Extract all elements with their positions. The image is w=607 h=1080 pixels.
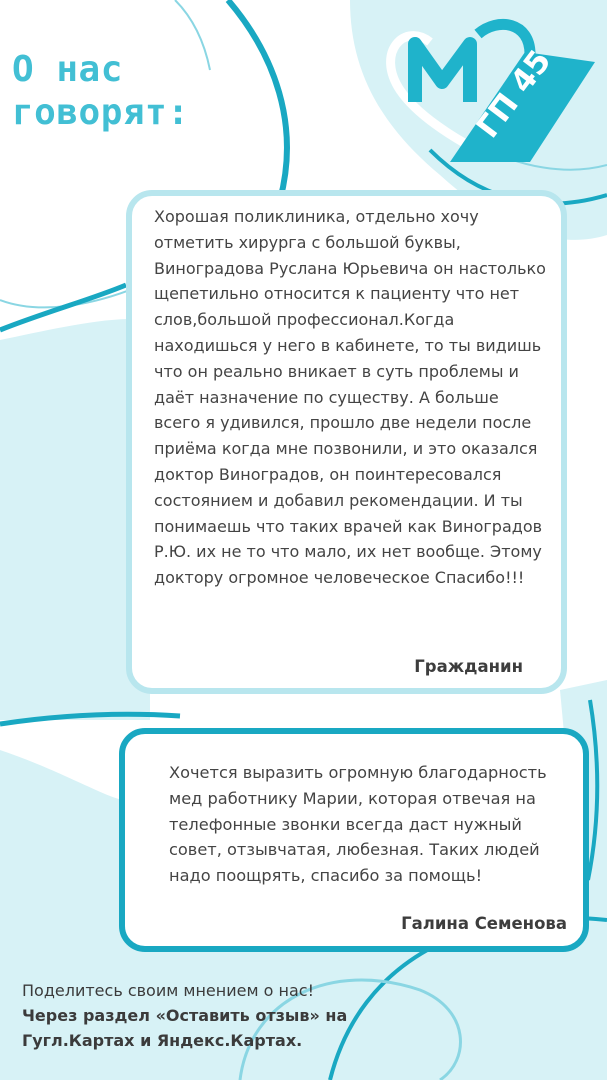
logo-text: ГП 45: [469, 43, 559, 145]
heart-m-logo-icon: [380, 12, 595, 162]
review-text: Хорошая поликлиника, отдельно хочу отметить хирурга с большой буквы, Виноградова Руслана Юрьевича он настолько щепетильно относится к пациенту что нет слов,большой профессионал.Когда находишься у него в кабинете, то ты видишь что он реально вникает в суть проблемы и даёт назначение по существу. А больше всего я удивился, прошло две недели после приёма когда мне позвонили, и это оказался доктор Виноградов, он поинтересовался состоянием и добавил рекомендации. И ты понимаешь что таких врачей как Виноградов Р.Ю. их не то что мало, их нет вообще. Этому доктору огромное человеческое Спасибо!!!: [154, 207, 546, 588]
page-title-line1: О нас: [12, 49, 123, 90]
review-author: Галина Семенова: [401, 914, 567, 933]
footer-call-to-action: [22, 978, 442, 1053]
footer-line-2: Через раздел «Оставить отзыв» на Гугл.Картах и Яндекс.Картах.: [22, 1006, 348, 1050]
review-card-1: [126, 190, 567, 694]
bg-curve-top: [228, 0, 287, 200]
page-title: [12, 48, 189, 134]
review-author: Гражданин: [414, 657, 523, 676]
review-text: Хочется выразить огромную благодарность мед работнику Марии, которая отвечая на телефонные звонки всегда даст нужный совет, отзывчатая, любезная. Таких людей надо поощрять, спасибо за помощь!: [169, 763, 547, 886]
bg-blob-bottom: [0, 750, 125, 952]
page-title-line2: говорят:: [12, 92, 190, 133]
footer-line-1: Поделитесь своим мнением о нас!: [22, 981, 314, 1000]
review-card-2: [119, 728, 589, 952]
logo-m-letter: [415, 44, 470, 102]
